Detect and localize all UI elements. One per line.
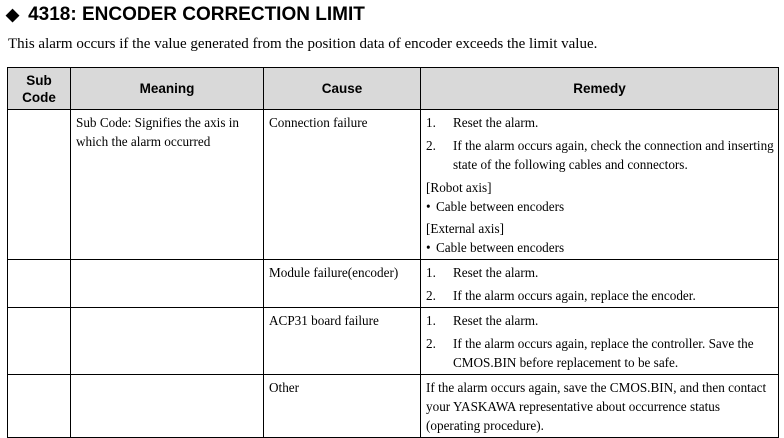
cause-cell: Other	[264, 375, 421, 438]
meaning-cell	[71, 375, 264, 438]
external-axis-item	[426, 238, 774, 257]
sub-code-cell	[8, 110, 71, 260]
step-text: If the alarm occurs again, check the connection and inserting state of the following cables and connectors.	[453, 138, 774, 172]
table-row	[8, 260, 779, 308]
table-header-row	[8, 68, 779, 110]
robot-axis-item	[426, 197, 774, 216]
table-row	[8, 375, 779, 438]
step-number: 1.	[426, 265, 436, 280]
external-axis-label: [External axis]	[426, 221, 504, 236]
step-text: Reset the alarm.	[453, 313, 539, 328]
header-sub-code	[8, 68, 71, 110]
cause-cell: Connection failure	[264, 110, 421, 260]
meaning-cell	[71, 260, 264, 308]
step-text: If the alarm occurs again, replace the controller. Save the CMOS.BIN before replacement to be safe.	[453, 336, 754, 370]
sub-code-cell	[8, 308, 71, 375]
remedy-step	[426, 113, 774, 132]
header-meaning: Meaning	[71, 68, 264, 110]
sub-code-cell	[8, 375, 71, 438]
step-number: 2.	[426, 336, 436, 351]
meaning-cell: Sub Code: Signifies the axis in which the alarm occurred	[71, 110, 264, 260]
external-axis-cable: Cable between encoders	[436, 240, 565, 255]
remedy-step	[426, 136, 774, 174]
alarm-title	[6, 2, 365, 28]
cause-cell: Module failure(encoder)	[264, 260, 421, 308]
step-number: 1.	[426, 313, 436, 328]
remedy-step	[426, 334, 774, 372]
remedy-step	[426, 311, 774, 330]
header-sub-code-line1: Sub	[26, 72, 52, 88]
remedy-cell	[421, 308, 779, 375]
bullet-icon: •	[426, 199, 431, 214]
sub-code-cell	[8, 260, 71, 308]
table-row	[8, 308, 779, 375]
alarm-title-text: 4318: ENCODER CORRECTION LIMIT	[28, 4, 365, 25]
robot-axis-label: [Robot axis]	[426, 180, 492, 195]
robot-axis-cable: Cable between encoders	[436, 199, 565, 214]
remedy-step	[426, 263, 774, 282]
step-number: 1.	[426, 115, 436, 130]
step-number: 2.	[426, 138, 436, 153]
remedy-cell	[421, 110, 779, 260]
table-row	[8, 110, 779, 260]
header-remedy: Remedy	[421, 68, 779, 110]
step-number: 2.	[426, 288, 436, 303]
step-text: Reset the alarm.	[453, 115, 539, 130]
header-cause: Cause	[264, 68, 421, 110]
bullet-icon: •	[426, 240, 431, 255]
step-text: If the alarm occurs again, replace the encoder.	[453, 288, 696, 303]
cause-cell: ACP31 board failure	[264, 308, 421, 375]
step-text: Reset the alarm.	[453, 265, 539, 280]
remedy-step	[426, 286, 774, 305]
alarm-table	[7, 67, 779, 438]
header-sub-code-line2: Code	[22, 89, 56, 105]
remedy-cell: If the alarm occurs again, save the CMOS.BIN, and then contact your YASKAWA representative about occurrence status (operating procedure).	[421, 375, 779, 438]
alarm-description: This alarm occurs if the value generated from the position data of encoder exceeds the limit value.	[8, 36, 598, 52]
remedy-cell	[421, 260, 779, 308]
diamond-icon: ◆	[6, 5, 20, 24]
meaning-cell	[71, 308, 264, 375]
